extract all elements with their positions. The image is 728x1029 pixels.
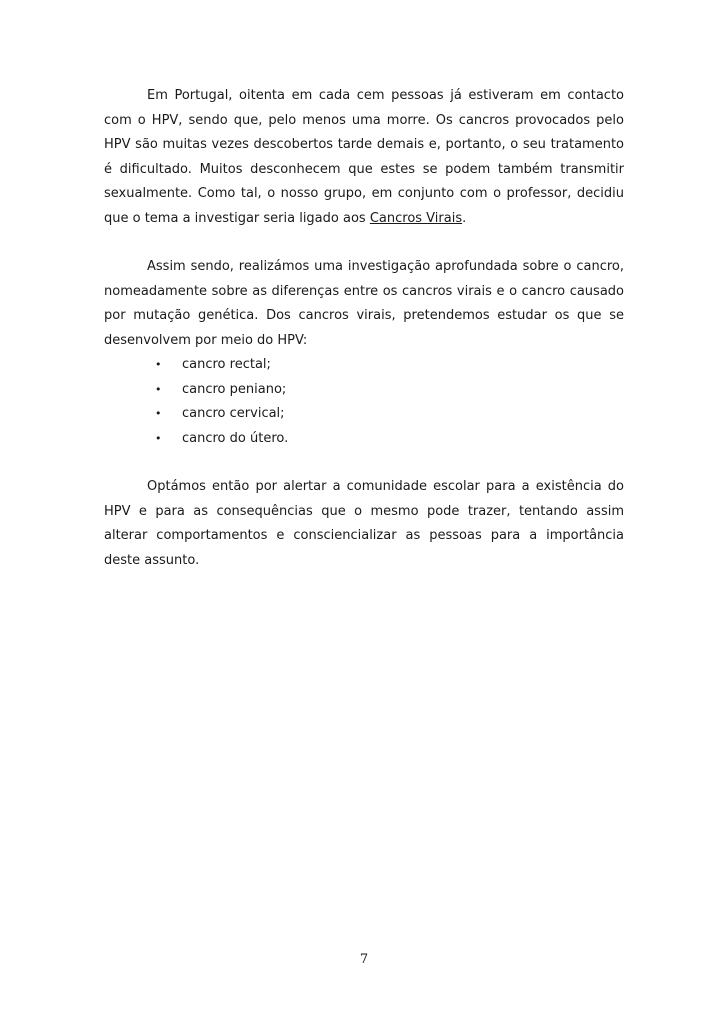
bullet-icon: • [155, 358, 162, 371]
bullet-icon: • [155, 382, 162, 396]
list-item [104, 378, 624, 403]
list-item [104, 353, 624, 378]
cancer-type-list [104, 353, 624, 451]
paragraph-intro-text: Em Portugal, oitenta em cada cem pessoas já estiveram em contacto com o HPV, sendo que, pelo menos uma morre. Os cancros provocados pelo HPV são muitas vezes descobertos tarde demais e, portanto, o seu tratamento é dificultado. Muitos desconhecem que estes se podem também transmitir sexualmente. Como tal, o nosso grupo, em conjunto com o professor, decidiu que o tema a investigar seria ligado aos [104, 88, 624, 226]
cancros-virais-link[interactable]: Cancros Virais [369, 210, 463, 226]
list-item-text: cancro rectal; [182, 357, 271, 372]
list-item [104, 402, 624, 427]
list-item-text: cancro do útero. [182, 430, 289, 446]
paragraph-intro [104, 84, 624, 231]
page-number: 7 [359, 952, 369, 967]
document-body [104, 84, 624, 573]
list-item-text: cancro cervical; [182, 406, 285, 421]
bullet-icon: • [155, 407, 162, 420]
bullet-icon: • [155, 431, 162, 445]
list-item [104, 427, 624, 452]
paragraph-conclusion: Optámos então por alertar a comunidade escolar para a existência do HPV e para as consequências que o mesmo pode trazer, tentando assim alterar comportamentos e consciencializar as pessoas para a importância deste assunto. [104, 479, 624, 568]
list-item-text: cancro peniano; [182, 381, 287, 397]
paragraph-intro-end: . [462, 210, 467, 226]
paragraph-investigation: Assim sendo, realizámos uma investigação aprofundada sobre o cancro, nomeadamente sobre as diferenças entre os cancros virais e o cancro causado por mutação genética. Dos cancros virais, pretendemos estudar os que se desenvolvem por meio do HPV: [104, 259, 624, 348]
